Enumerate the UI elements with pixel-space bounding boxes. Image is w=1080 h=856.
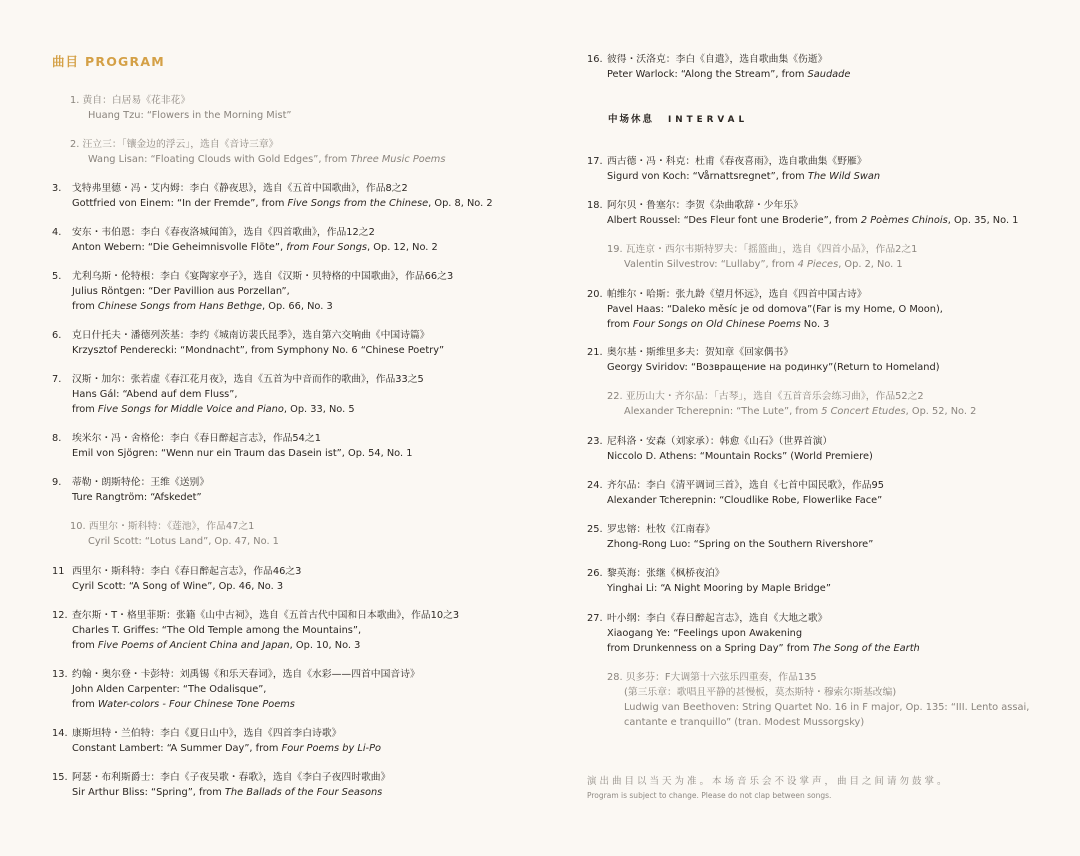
- item-title-zh: 尤利乌斯・伦特根：李白《宴陶家亭子》，选自《汉斯・贝特格的中国歌曲》，作品66之3: [72, 271, 454, 282]
- item-title-zh: 汪立三：「镶金边的浮云」，选自《音诗三章》: [82, 139, 279, 150]
- program-item-4: [52, 225, 438, 255]
- item-title-zh: 阿瑟・布利斯爵士：李白《子夜吴歌・春歌》，选自《李白子夜四时歌曲》: [72, 772, 391, 783]
- item-number: 6.: [52, 330, 62, 341]
- program-note-zh: 演出曲目以当天为准。本场音乐会不设掌声，曲目之间请勿鼓掌。: [587, 776, 950, 787]
- program-item-25: [587, 522, 873, 552]
- item-title-en-suffix: No. 3: [800, 319, 830, 330]
- item-title-zh: 戈特弗里德・冯・艾内姆：李白《静夜思》，选自《五首中国歌曲》，作品8之2: [72, 183, 408, 194]
- program-item-11: [52, 564, 301, 594]
- item-title-zh: 阿尔贝・鲁塞尔：李贺《杂曲歌辞・少年乐》: [607, 200, 803, 211]
- item-title-en-italic: Water-colors - Four Chinese Tone Poems: [97, 699, 295, 710]
- program-item-18: [587, 198, 1018, 228]
- program-item-16: [587, 52, 850, 82]
- program-item-22: [607, 389, 976, 419]
- item-title-en-cont: cantante e tranquillo” (tran. Modest Mussorgsky): [624, 717, 865, 728]
- interval-zh: 中场休息: [608, 114, 655, 125]
- item-title-en: Valentin Silvestrov: “Lullaby”, from: [624, 259, 798, 270]
- program-heading-icon: 曲目: [52, 54, 80, 69]
- program-item-9: [52, 475, 209, 505]
- item-title-en-italic: The Ballads of the Four Seasons: [224, 787, 383, 798]
- item-title-en: Emil von Sjögren: “Wenn nur ein Traum das Dasein ist”, Op. 54, No. 1: [72, 448, 413, 459]
- item-title-zh: 齐尔品：李白《清平调词三首》，选自《七首中国民歌》，作品95: [607, 480, 884, 491]
- item-number: 12.: [52, 610, 68, 621]
- item-title-zh: 亚历山大・齐尔品：「古琴」，选自《五首音乐会练习曲》，作品52之2: [625, 391, 924, 402]
- item-number: 1.: [70, 95, 80, 106]
- item-title-en-suffix: , Op. 2, No. 1: [838, 259, 903, 270]
- item-title-en-prefix: from: [72, 640, 98, 651]
- item-title-zh: 西里尔・斯科特：李白《春日醉起言志》，作品46之3: [72, 566, 302, 577]
- item-number: 25.: [587, 524, 603, 535]
- program-item-20: [587, 287, 943, 332]
- item-title-en-suffix: , Op. 8, No. 2: [428, 198, 493, 209]
- program-heading: [52, 52, 165, 70]
- item-title-en: Charles T. Griffes: “The Old Temple among the Mountains”,: [72, 625, 362, 636]
- program-item-2: [70, 137, 445, 167]
- item-title-zh: 贝多芬：F大调第十六弦乐四重奏，作品135: [625, 672, 817, 683]
- item-title-en: Cyril Scott: “Lotus Land”, Op. 47, No. 1: [88, 536, 279, 547]
- program-item-3: [52, 181, 493, 211]
- item-title-zh: 黎英海：张继《枫桥夜泊》: [607, 568, 725, 579]
- item-title-en-italic: Saudade: [807, 69, 851, 80]
- item-number: 3.: [52, 183, 62, 194]
- program-note-en: Program is subject to change. Please do not clap between songs.: [587, 791, 832, 800]
- item-number: 10.: [70, 521, 86, 532]
- item-title-en: Zhong-Rong Luo: “Spring on the Southern Rivershore”: [607, 539, 874, 550]
- item-title-en-prefix: from: [72, 404, 98, 415]
- interval-heading: [608, 111, 748, 125]
- item-title-en-suffix: , Op. 52, No. 2: [905, 406, 977, 417]
- item-title-en-italic: Five Poems of Ancient China and Japan: [97, 640, 290, 651]
- item-number: 21.: [587, 347, 603, 358]
- program-item-27: [587, 611, 920, 656]
- item-title-en: Sir Arthur Bliss: “Spring”, from: [72, 787, 225, 798]
- item-title-zh: 黄自：白居易《花非花》: [82, 95, 191, 106]
- item-number: 27.: [587, 613, 603, 624]
- item-title-en-italic: Three Music Poems: [350, 154, 446, 165]
- program-item-17: [587, 154, 880, 184]
- item-title-zh: 约翰・奥尔登・卡彭特：刘禹锡《和乐天春词》，选自《水彩——四首中国音诗》: [72, 669, 420, 680]
- item-number: 22.: [607, 391, 623, 402]
- item-title-en: Xiaogang Ye: “Feelings upon Awakening: [607, 628, 803, 639]
- program-heading-title: PROGRAM: [85, 53, 165, 69]
- item-title-en: Georgy Sviridov: “Возвращение на родинку”(Return to Homeland): [607, 362, 940, 373]
- item-movement-zh: (第三乐章：歌唱且平静的甚慢板，莫杰斯特・穆索尔斯基改编): [624, 687, 897, 698]
- program-item-15: [52, 770, 390, 800]
- item-title-en-italic: The Song of the Earth: [812, 643, 920, 654]
- item-title-en: Peter Warlock: “Along the Stream”, from: [607, 69, 808, 80]
- item-title-zh: 叶小纲：李白《春日醉起言志》，选自《大地之歌》: [607, 613, 828, 624]
- program-item-12: [52, 608, 459, 653]
- program-item-24: [587, 478, 884, 508]
- item-number: 4.: [52, 227, 62, 238]
- item-title-en: Yinghai Li: “A Night Mooring by Maple Bridge”: [607, 583, 831, 594]
- item-title-en: Huang Tzu: “Flowers in the Morning Mist”: [88, 110, 292, 121]
- item-title-zh: 埃米尔・冯・舍格伦：李白《春日醉起言志》，作品54之1: [72, 433, 321, 444]
- program-item-1: [70, 93, 292, 123]
- item-title-en: Julius Röntgen: “Der Pavillion aus Porzellan”,: [72, 286, 290, 297]
- item-number: 14.: [52, 728, 68, 739]
- item-number: 5.: [52, 271, 62, 282]
- item-number: 9.: [52, 477, 62, 488]
- item-number: 19.: [607, 244, 623, 255]
- item-title-zh: 蒂勒・朗斯特伦：王维《送别》: [72, 477, 210, 488]
- item-number: 7.: [52, 374, 62, 385]
- item-title-en-italic: Four Songs on Old Chinese Poems: [632, 319, 801, 330]
- item-number: 17.: [587, 156, 603, 167]
- program-item-13: [52, 667, 420, 712]
- item-title-en-italic: from Four Songs: [286, 242, 368, 253]
- item-title-zh: 尼科洛・安森（刘家承）：韩愈《山石》（世界首演）: [607, 436, 833, 447]
- item-title-en-italic: 4 Pieces: [797, 259, 839, 270]
- program-item-5: [52, 269, 453, 314]
- program-item-14: [52, 726, 381, 756]
- item-title-en: Wang Lisan: “Floating Clouds with Gold Edges”, from: [88, 154, 351, 165]
- item-title-en: Niccolo D. Athens: “Mountain Rocks” (World Premiere): [607, 451, 873, 462]
- item-title-en: Alexander Tcherepnin: “Cloudlike Robe, Flowerlike Face”: [607, 495, 883, 506]
- item-title-en: Albert Roussel: “Des Fleur font une Broderie”, from: [607, 215, 861, 226]
- item-number: 8.: [52, 433, 62, 444]
- item-title-zh: 西里尔・斯科特：《莲池》，作品47之1: [88, 521, 255, 532]
- item-title-en-suffix: , Op. 33, No. 5: [283, 404, 355, 415]
- item-title-zh: 瓦连京・西尔韦斯特罗夫：「摇篮曲」，选自《四首小品》，作品2之1: [625, 244, 918, 255]
- item-title-en: Constant Lambert: “A Summer Day”, from: [72, 743, 282, 754]
- item-title-en: Sigurd von Koch: “Vårnattsregnet”, from: [607, 171, 808, 182]
- item-title-en-suffix: , Op. 10, No. 3: [289, 640, 361, 651]
- item-title-en-italic: Five Songs for Middle Voice and Piano: [97, 404, 284, 415]
- item-number: 2.: [70, 139, 80, 150]
- program-item-7: [52, 372, 424, 417]
- item-number: 20.: [587, 289, 603, 300]
- item-title-en-suffix: , Op. 12, No. 2: [367, 242, 438, 253]
- item-number: 18.: [587, 200, 603, 211]
- item-title-zh: 奥尔基・斯维里多夫：贺知章《回家偶书》: [607, 347, 794, 358]
- interval-en: INTERVAL: [668, 115, 749, 125]
- item-title-en-italic: 2 Poèmes Chinois: [860, 215, 948, 226]
- item-number: 26.: [587, 568, 603, 579]
- item-title-zh: 罗忠镕：杜牧《江南春》: [607, 524, 715, 535]
- item-title-en: Hans Gál: “Abend auf dem Fluss”,: [72, 389, 238, 400]
- item-title-en-italic: Five Songs from the Chinese: [287, 198, 429, 209]
- item-number: 24.: [587, 480, 603, 491]
- item-number: 28.: [607, 672, 623, 683]
- program-item-23: [587, 434, 873, 464]
- item-title-en-prefix: from: [607, 319, 633, 330]
- item-title-en: Cyril Scott: “A Song of Wine”, Op. 46, No. 3: [72, 581, 284, 592]
- item-title-en-suffix: , Op. 66, No. 3: [262, 301, 333, 312]
- program-item-10: [70, 519, 279, 549]
- program-item-6: [52, 328, 444, 358]
- item-title-en: Anton Webern: “Die Geheimnisvolle Flöte”,: [72, 242, 287, 253]
- item-number: 11: [52, 566, 65, 577]
- item-title-en-prefix: from: [72, 699, 98, 710]
- item-number: 15.: [52, 772, 68, 783]
- item-title-zh: 西古德・冯・科克：杜甫《春夜喜雨》，选自歌曲集《野雁》: [607, 156, 867, 167]
- item-title-en: Krzysztof Penderecki: “Mondnacht”, from Symphony No. 6 “Chinese Poetry”: [72, 345, 445, 356]
- item-title-en-italic: Four Poems by Li-Po: [281, 743, 381, 754]
- program-item-8: [52, 431, 412, 461]
- item-title-zh: 查尔斯・T・格里菲斯：张籍《山中古祠》，选自《五首古代中国和日本歌曲》，作品10之3: [72, 610, 460, 621]
- item-title-zh: 帕维尔・哈斯：张九龄《望月怀远》，选自《四首中国古诗》: [607, 289, 867, 300]
- item-title-en: Alexander Tcherepnin: “The Lute”, from: [624, 406, 822, 417]
- item-title-en: Gottfried von Einem: “In der Fremde”, from: [72, 198, 288, 209]
- item-title-zh: 汉斯・加尔：张若虚《春江花月夜》，选自《五首为中音而作的歌曲》，作品33之5: [72, 374, 424, 385]
- item-title-en: Ludwig van Beethoven: String Quartet No. 16 in F major, Op. 135: “III. Lento assai,: [624, 702, 1030, 713]
- item-title-en-italic: 5 Concert Etudes: [821, 406, 906, 417]
- item-title-en-italic: The Wild Swan: [807, 171, 881, 182]
- item-title-en: Pavel Haas: “Daleko měsíc je od domova”(Far is my Home, O Moon),: [607, 304, 943, 315]
- item-title-en: Ture Rangtröm: “Afskedet”: [72, 492, 202, 503]
- item-title-en-italic: Chinese Songs from Hans Bethge: [97, 301, 263, 312]
- item-title-en: John Alden Carpenter: “The Odalisque”,: [72, 684, 267, 695]
- program-item-19: [607, 242, 917, 272]
- program-note: [587, 774, 950, 803]
- item-title-zh: 克日什托夫・潘德列茨基：李约《城南访裴氏昆季》，选自第六交响曲《中国诗篇》: [72, 330, 430, 341]
- item-number: 13.: [52, 669, 68, 680]
- item-title-en-prefix: from Drunkenness on a Spring Day” from: [607, 643, 813, 654]
- item-number: 16.: [587, 54, 603, 65]
- item-title-en-prefix: from: [72, 301, 98, 312]
- item-title-zh: 安东・韦伯恩：李白《春夜洛城闻笛》，选自《四首歌曲》，作品12之2: [72, 227, 375, 238]
- item-title-zh: 彼得・沃洛克：李白《自遣》，选自歌曲集《伤逝》: [607, 54, 828, 65]
- item-title-en-suffix: , Op. 35, No. 1: [947, 215, 1019, 226]
- program-item-28: [607, 670, 1029, 730]
- item-number: 23.: [587, 436, 603, 447]
- program-item-21: [587, 345, 940, 375]
- program-item-26: [587, 566, 831, 596]
- item-title-zh: 康斯坦特・兰伯特：李白《夏日山中》，选自《四首李白诗歌》: [72, 728, 342, 739]
